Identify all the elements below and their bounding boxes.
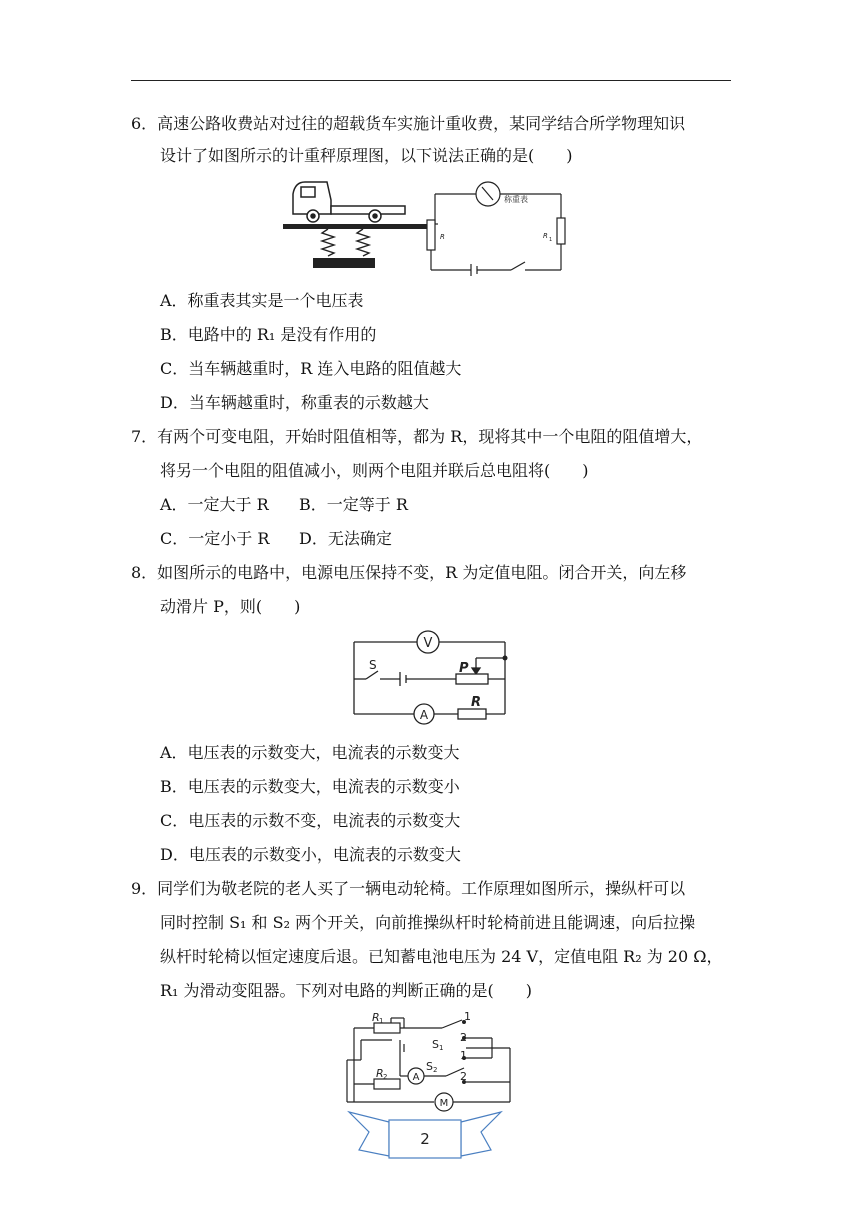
q8-option-b: B．电压表的示数变大，电流表的示数变小 [160, 777, 460, 796]
q9-ammeter-label: A [412, 1072, 420, 1083]
q9-stem-line3: 纵杆时轮椅以恒定速度后退。已知蓄电池电压为 24 V，定值电阻 R₂ 为 20 Ω， [160, 947, 723, 966]
contact-1-top: 1 [464, 1010, 471, 1023]
r1-rheostat [374, 1023, 400, 1033]
r2-label: R [376, 1067, 384, 1080]
q8-option-a: A．电压表的示数变大，电流表的示数变大 [160, 743, 460, 762]
switch-label: S [369, 658, 377, 672]
s1-label: S [432, 1038, 439, 1051]
s2-sub: 2 [433, 1066, 438, 1074]
q8-circuit-diagram [350, 628, 510, 724]
r1-sub: 1 [549, 237, 553, 243]
contact-1-bottom: 1 [460, 1049, 467, 1062]
q7-stem-line2: 将另一个电阻的阻值减小，则两个电阻并联后总电阻将( ) [160, 461, 589, 480]
q7-stem-line1: 7．有两个可变电阻，开始时阻值相等，都为 R，现将其中一个电阻的阻值增大， [131, 427, 703, 446]
page-number-ribbon [345, 1108, 505, 1166]
meter-label: 称重表 [504, 195, 528, 204]
q7-option-a: A．一定大于 R [160, 495, 269, 514]
q7-option-d: D．无法确定 [299, 529, 392, 548]
r2-sub: 2 [383, 1073, 388, 1081]
wheelchair-circuit-diagram [342, 1012, 514, 1110]
scale-platform [283, 224, 428, 229]
resistor-r1 [557, 218, 565, 244]
q7-option-c: C．一定小于 R [160, 529, 270, 548]
q8-option-c: C．电压表的示数不变，电流表的示数变大 [160, 811, 461, 830]
q7-option-b: B．一定等于 R [299, 495, 408, 514]
truck-icon [293, 182, 405, 222]
s2-label: S [426, 1060, 433, 1073]
q8-stem-line2: 动滑片 P，则( ) [160, 597, 301, 616]
page-number: 2 [420, 1130, 430, 1148]
s1-sub: 1 [439, 1044, 444, 1052]
q9-stem-line1: 9．同学们为敬老院的老人买了一辆电动轮椅。工作原理如图所示，操纵杆可以 [131, 879, 686, 898]
slider-label: P [459, 661, 469, 676]
variable-resistor-r [427, 220, 435, 250]
contact-2-bottom: 2 [460, 1070, 467, 1083]
resistor-label: R [471, 695, 482, 710]
q6-option-c: C．当车辆越重时，R 连入电路的阻值越大 [160, 359, 462, 378]
q9-stem-line2: 同时控制 S₁ 和 S₂ 两个开关，向前推操纵杆时轮椅前进且能调速，向后拉操 [160, 913, 696, 932]
r-label: R [440, 233, 445, 241]
weighing-scale-diagram [283, 172, 573, 272]
scale-base [313, 258, 375, 268]
ammeter-label: A [419, 708, 429, 722]
q6-option-d: D．当车辆越重时，称重表的示数越大 [160, 393, 429, 412]
header-rule [131, 80, 731, 81]
r1-label: R [372, 1011, 380, 1024]
q6-option-a: A．称重表其实是一个电压表 [160, 291, 364, 310]
springs [322, 229, 369, 256]
q8-option-d: D．电压表的示数变小，电流表的示数变大 [160, 845, 461, 864]
contact-2-top: 2 [460, 1031, 467, 1044]
q6-stem-line2: 设计了如图所示的计重秤原理图，以下说法正确的是( ) [160, 146, 573, 165]
r1-sub: 1 [379, 1017, 384, 1025]
r1-label: R [543, 232, 548, 240]
q6-stem-line1: 6．高速公路收费站对过往的超载货车实施计重收费，某同学结合所学物理知识 [131, 114, 686, 133]
q6-option-b: B．电路中的 R₁ 是没有作用的 [160, 325, 377, 344]
fixed-resistor [458, 709, 486, 719]
motor-label: M [439, 1098, 449, 1109]
q9-stem-line4: R₁ 为滑动变阻器。下列对电路的判断正确的是( ) [160, 981, 533, 1000]
q8-stem-line1: 8．如图所示的电路中，电源电压保持不变，R 为定值电阻。闭合开关，向左移 [131, 563, 687, 582]
voltmeter-label: V [423, 636, 433, 651]
